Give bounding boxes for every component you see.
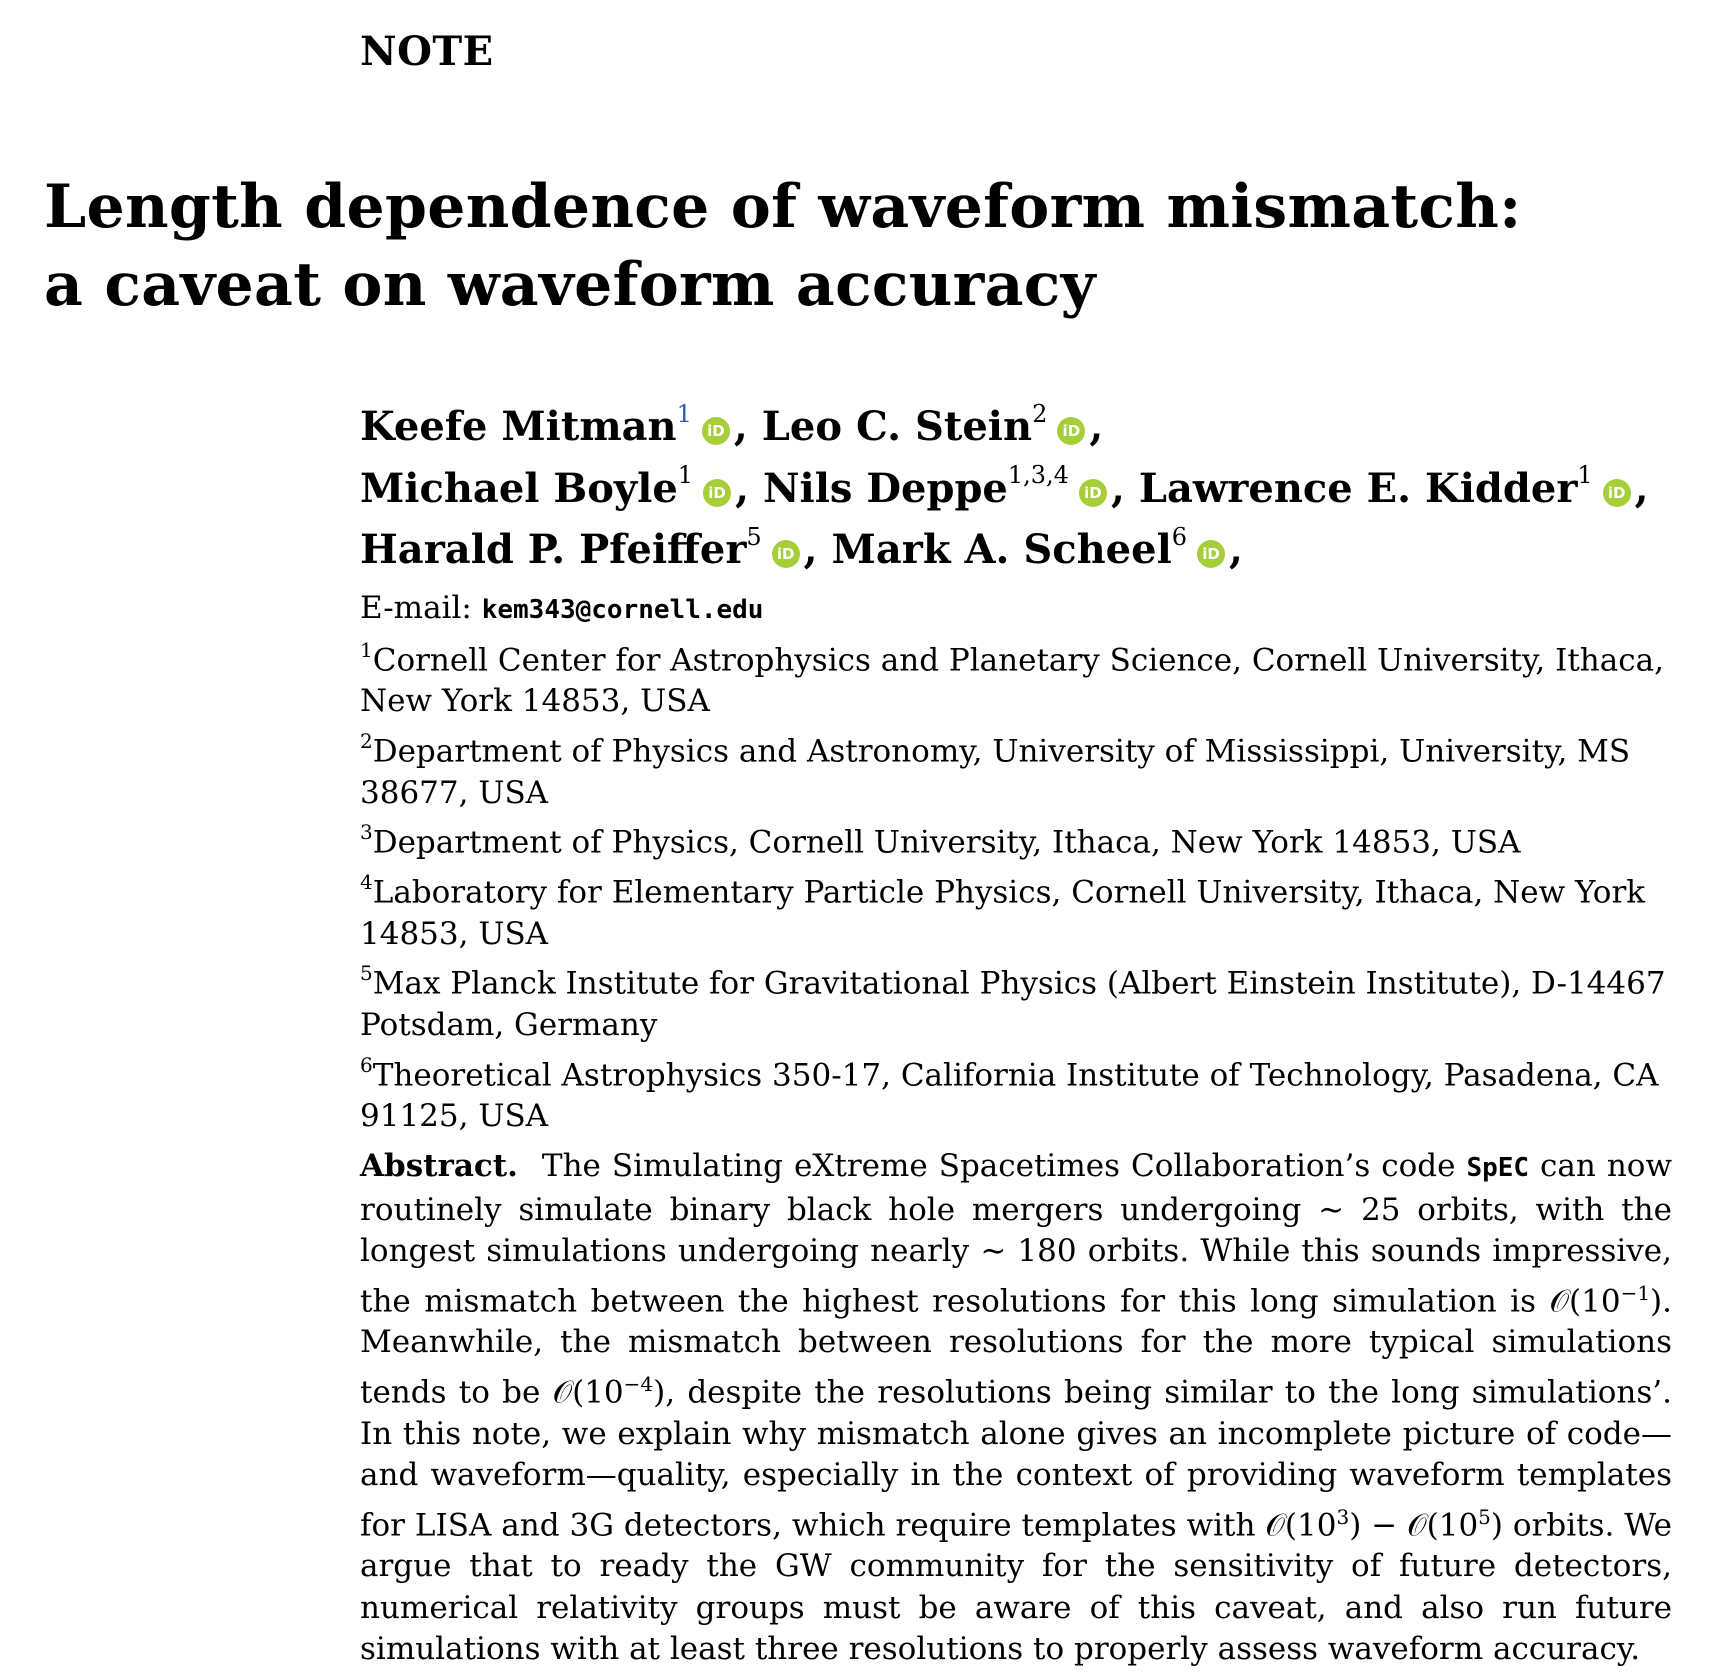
author-line-2 (360, 453, 1680, 514)
affiliation-number: 5 (360, 961, 373, 986)
author-name: Mark A. Scheel (831, 525, 1172, 573)
orcid-icon[interactable]: iD (1603, 479, 1631, 507)
orcid-icon[interactable]: iD (1057, 417, 1085, 445)
code-name: SpEC (1466, 1153, 1530, 1183)
author-name: Leo C. Stein (761, 403, 1033, 451)
orcid-icon[interactable]: iD (772, 540, 800, 568)
author-affil: 6 (1171, 522, 1188, 551)
affiliation-number: 6 (360, 1052, 373, 1077)
author-name: Harald P. Pfeiffer (360, 525, 747, 573)
email-link[interactable]: kem343@cornell.edu (481, 595, 764, 625)
abstract-text: ) − 𝒪(10 (1349, 1506, 1479, 1543)
affiliation-text: Department of Physics and Astronomy, University of Mississippi, University, MS 38677, USA (360, 733, 1631, 811)
affiliation-number: 3 (360, 820, 373, 845)
author-affil-link[interactable]: 1 (676, 400, 692, 428)
author-name: Michael Boyle (360, 464, 678, 512)
exponent: 3 (1336, 1504, 1350, 1529)
author-affil: 1,3,4 (1007, 461, 1069, 490)
note-label: NOTE (360, 28, 494, 75)
author-affil: 1 (1577, 461, 1593, 490)
abstract-text: ), despite the resolutions being similar to the long simulations’. In this note, we explain why mismatch alone gives an incomplete picture of code—and waveform—quality, especially in the context of providing waveform templates for LISA and 3G detectors, which require templates with 𝒪(10 (360, 1374, 1673, 1543)
abstract-label: Abstract. (360, 1148, 518, 1184)
author-6 (831, 522, 1243, 573)
affiliation-text: Department of Physics, Cornell University, Ithaca, New York 14853, USA (372, 824, 1521, 861)
author-name: Lawrence E. Kidder (1138, 464, 1578, 512)
affiliation-number: 4 (360, 869, 373, 894)
affiliations-block (360, 588, 1680, 1138)
author-affil: 2 (1032, 400, 1048, 428)
abstract-text: ). Meanwhile, the mismatch between resolutions for the more typical simulations tends to be 𝒪(10 (360, 1282, 1672, 1411)
author-3 (762, 461, 1125, 512)
author-name: Nils Deppe (762, 464, 1008, 512)
affiliation-6 (360, 1047, 1680, 1138)
orcid-icon[interactable]: iD (1079, 479, 1107, 507)
orcid-icon[interactable]: iD (702, 417, 730, 445)
author-1 (761, 400, 1104, 451)
abstract-text: ) orbits. We argue that to ready the GW community for the sensitivity of future detectors, numerical relativity groups must be aware of this caveat, and also run future simulations with at least three resolutions to properly assess waveform accuracy. (360, 1506, 1672, 1668)
exponent: 5 (1478, 1504, 1491, 1529)
exponent: −1 (1620, 1280, 1651, 1305)
author-2 (360, 461, 749, 512)
author-list (360, 392, 1680, 576)
author-4 (1138, 461, 1649, 512)
author-line-3 (360, 515, 1680, 576)
author-separator: , (803, 525, 818, 573)
exponent: −4 (623, 1371, 654, 1396)
affiliation-5 (360, 955, 1680, 1046)
orcid-icon[interactable]: iD (1197, 540, 1225, 568)
author-affil: 1 (677, 461, 694, 490)
author-separator: , (1110, 464, 1125, 512)
affiliation-text: Max Planck Institute for Gravitational Physics (Albert Einstein Institute), D-14467 Potsdam, Germany (360, 965, 1666, 1044)
email-line (360, 588, 1680, 632)
author-5 (360, 522, 818, 573)
abstract-text: The Simulating eXtreme Spacetimes Collaboration’s code (541, 1148, 1467, 1184)
author-affil: 5 (746, 522, 762, 551)
author-line-1 (360, 392, 1680, 453)
abstract (360, 1146, 1672, 1671)
author-separator: , (735, 464, 749, 512)
affiliation-4 (360, 864, 1680, 955)
email-label: E-mail: (360, 590, 472, 626)
affiliation-2 (360, 723, 1680, 814)
affiliation-text: Cornell Center for Astrophysics and Planetary Science, Cornell University, Ithaca, New York 14853, USA (360, 641, 1664, 720)
affiliation-number: 1 (360, 637, 373, 662)
paper-title (44, 168, 1522, 324)
affiliation-3 (360, 814, 1680, 864)
affiliation-text: Laboratory for Elementary Particle Physics, Cornell University, Ithaca, New York 14853, USA (360, 874, 1646, 952)
author-separator: , (1634, 464, 1649, 512)
author-name: Keefe Mitman (360, 403, 677, 451)
title-line-1: Length dependence of waveform mismatch: (44, 172, 1522, 242)
affiliation-text: Theoretical Astrophysics 350-17, California Institute of Technology, Pasadena, CA 91125, USA (360, 1056, 1659, 1135)
affiliation-number: 2 (360, 728, 373, 753)
author-0 (360, 400, 748, 451)
orcid-icon[interactable]: iD (703, 479, 731, 507)
title-line-2: a caveat on waveform accuracy (44, 250, 1096, 320)
author-separator: , (733, 403, 748, 451)
affiliation-1 (360, 632, 1680, 723)
author-separator: , (1229, 525, 1243, 573)
abstract-text: can now routinely simulate binary black hole mergers undergoing ∼ 25 orbits, with the longest simulations undergoing nearly ∼ 180 orbits. While this sounds impressive, the mismatch between the highest resolutions for this long simulation is 𝒪(10 (360, 1148, 1672, 1319)
author-separator: , (1089, 403, 1104, 451)
